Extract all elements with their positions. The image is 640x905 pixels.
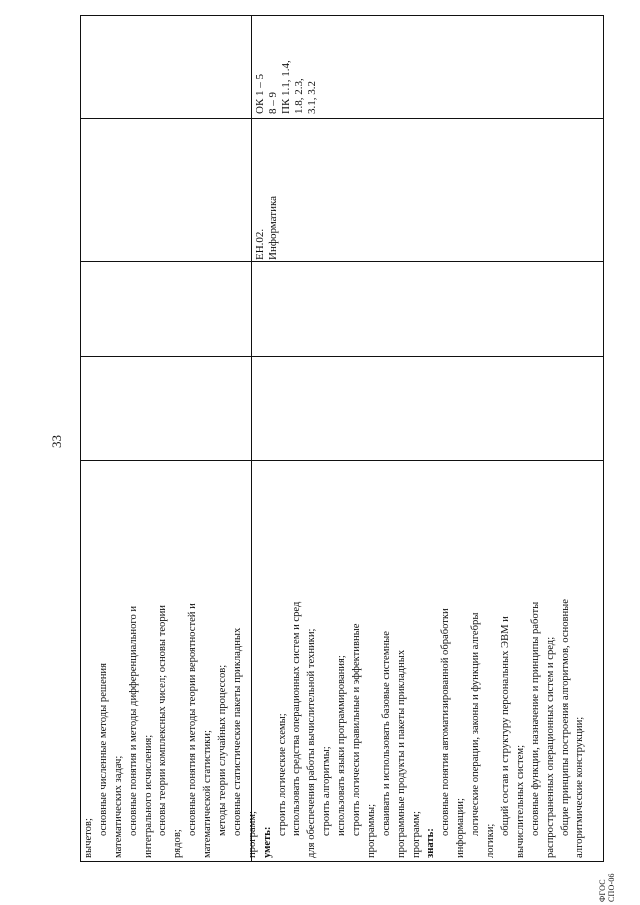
content-line: логики;: [485, 823, 497, 858]
content-line: общие принципы построения алгоритмов, основные: [559, 599, 571, 836]
content-line: основные функции, назначение и принципы работы: [529, 601, 541, 836]
content-line: основные понятия и методы теории вероятностей и: [187, 603, 199, 836]
competency-line: 3.1, 3.2: [306, 81, 318, 114]
competency-line: 1.8, 2.3,: [293, 78, 305, 114]
discipline-name: Информатика: [267, 195, 279, 260]
content-line: вычислительных систем;: [514, 744, 526, 858]
content-cell: [82, 599, 588, 858]
content-line: основные понятия автоматизированной обработки: [440, 608, 452, 836]
content-line: основные статистические пакеты прикладных: [231, 627, 243, 836]
discipline-cell: [254, 196, 280, 260]
content-line: распространенных операционных систем и сред;: [544, 636, 556, 858]
competency-line: 8 – 9: [267, 92, 279, 114]
competency-line: ОК 1 – 5: [254, 73, 266, 114]
content-line: строить логические схемы;: [276, 713, 288, 836]
content-line: методы теории случайных процессов;: [217, 664, 229, 836]
content-line: математических задач;: [112, 755, 124, 858]
column-divider: [81, 356, 603, 357]
page-number: 33: [49, 435, 64, 448]
content-line: алгоритмические конструкции;: [574, 716, 586, 858]
content-line: общий состав и структуру персональных ЭВМ и: [499, 616, 511, 836]
column-divider: [81, 261, 603, 262]
content-line: строить алгоритмы;: [321, 746, 333, 836]
content-line: основные численные методы решения: [97, 663, 109, 836]
content-line: осваивать и использовать базовые системные: [380, 631, 392, 836]
content-line: математической статистики;: [202, 730, 214, 858]
content-line: программ;: [246, 811, 258, 858]
competencies-cell: [254, 60, 319, 114]
content-line: интегрального исчисления;: [142, 734, 154, 858]
content-line: информации;: [455, 798, 467, 858]
content-line: программные продукты и пакеты прикладных: [395, 649, 407, 858]
content-line: основы теории комплексных чисел; основы теории: [157, 605, 169, 836]
content-line: знать:: [425, 828, 437, 858]
content-line: основные понятия и методы дифференциального и: [127, 605, 139, 836]
content-line: использовать средства операционных систем и сред: [291, 601, 303, 836]
content-line: для обеспечения работы вычислительной техники;: [306, 628, 318, 858]
content-line: логические операции, законы и функции алгебры: [470, 612, 482, 836]
content-line: использовать языки программирования;: [336, 655, 348, 836]
footer-mark: ФГОС СПО-06: [598, 873, 616, 902]
content-line: вычетов;: [83, 818, 94, 858]
competency-line: ПК 1.1, 1.4,: [280, 60, 292, 114]
column-divider: [81, 118, 603, 119]
content-line: программы;: [365, 803, 377, 858]
content-line: уметь:: [261, 826, 273, 858]
content-line: рядов;: [172, 829, 184, 858]
column-divider: [81, 460, 603, 461]
discipline-code: ЕН.02.: [254, 228, 266, 260]
content-line: программ;: [410, 811, 422, 858]
content-line: строить логически правильные и эффективные: [351, 623, 363, 836]
